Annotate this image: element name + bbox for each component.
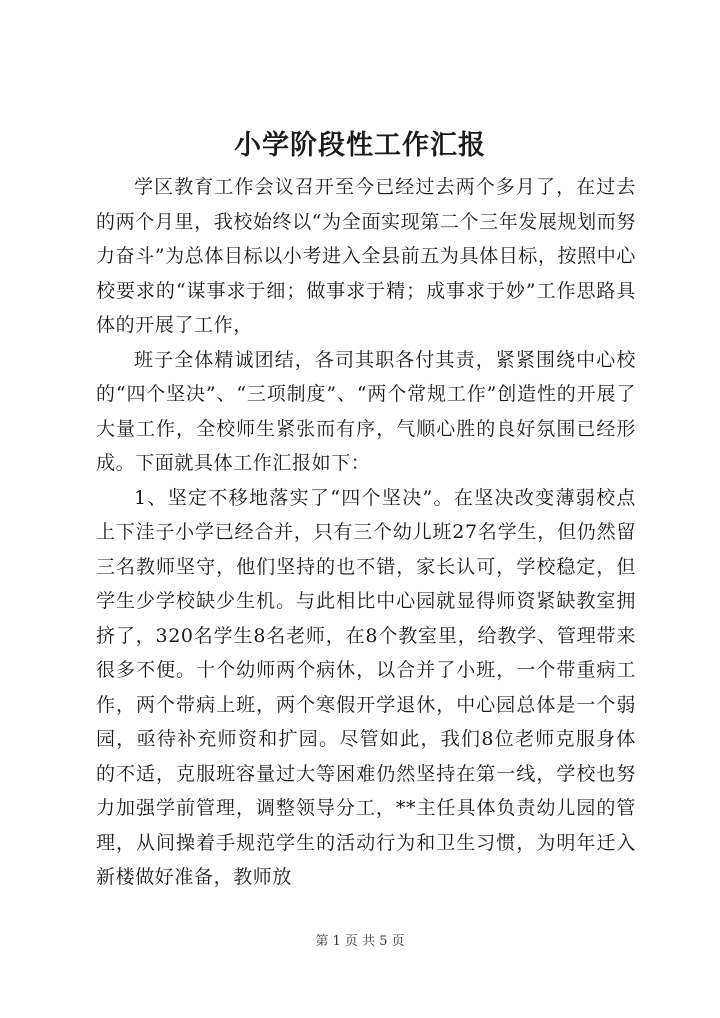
page-number-footer: 第 1 页 共 5 页 [315, 934, 405, 949]
paragraph-item-1: 1、坚定不移地落实了“四个坚决”。在坚决改变薄弱校点上下洼子小学已经合并，只有三个幼儿班27名学生，但仍然留三名教师坚守，他们坚持的也不错，家长认可，学校稳定，但学生少学校缺少生机。与此相比中心园就显得师资紧缺教室拥挤了，320名学生8名老师，在8个教室里，给教学、管理带来很多不便。十个幼师两个病休，以合并了小班，一个带重病工作，两个带病上班，两个寒假开学退休，中心园总体是一个弱园，亟待补充师资和扩园。尽管如此，我们8位老师克服身体的不适，克服班容量过大等困难仍然坚持在第一线，学校也努力加强学前管理，调整领导分工，**主任具体负责幼儿园的管理，从间操着手规范学生的活动行为和卫生习惯，为明年迁入新楼做好准备，教师放 [96, 486, 636, 888]
document-body [96, 170, 636, 895]
paragraph-intro: 学区教育工作会议召开至今已经过去两个多月了，在过去的两个月里，我校始终以“为全面实现第二个三年发展规划而努力奋斗”为总体目标以小考进入全县前五为具体目标，按照中心校要求的“谋事求于细；做事求于精；成事求于妙”工作思路具体的开展了工作， [96, 176, 636, 336]
document-title: 小学阶段性工作汇报 [234, 130, 486, 161]
paragraph-team: 班子全体精诚团结，各司其职各付其责，紧紧围绕中心校的“四个坚决”、“三项制度”、“两个常规工作”创造性的开展了大量工作，全校师生紧张而有序，气顺心胜的良好氛围已经形成。下面就具体工作汇报如下： [96, 348, 636, 474]
